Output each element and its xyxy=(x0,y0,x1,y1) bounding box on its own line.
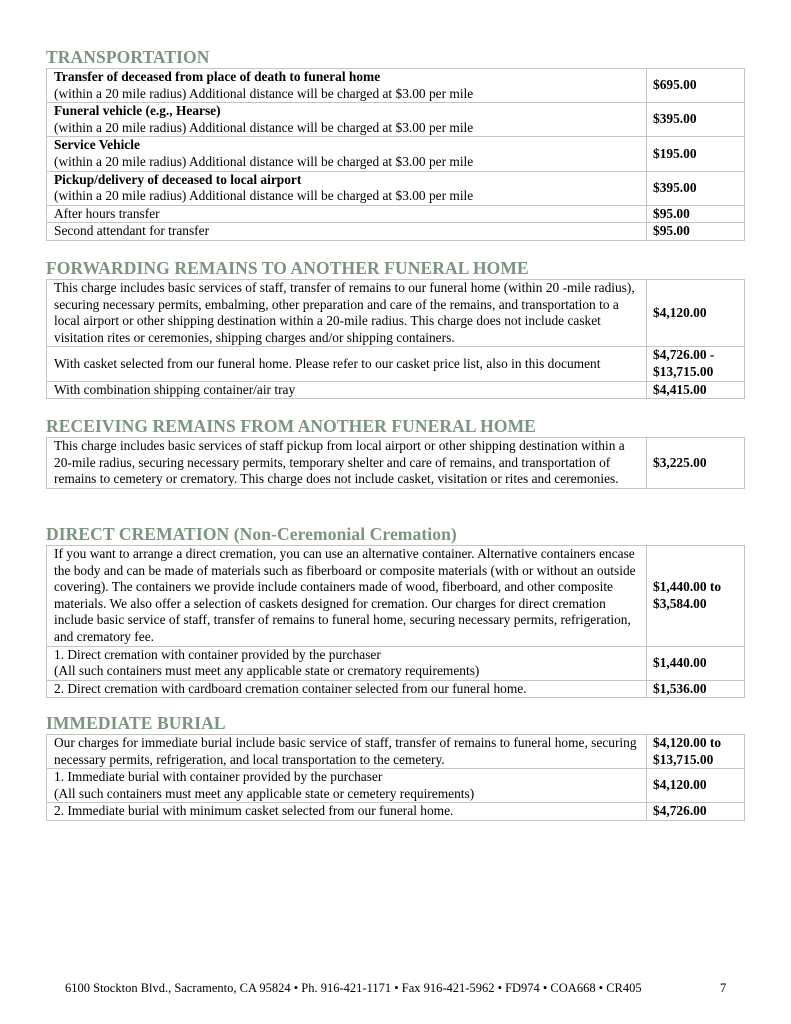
item-price: $4,726.00 xyxy=(647,803,745,821)
table-row xyxy=(47,803,745,821)
item-title: Service Vehicle xyxy=(54,137,140,153)
item-price: $4,120.00 xyxy=(647,769,745,803)
item-price: $4,120.00 xyxy=(647,280,745,347)
price-range-start: $4,726.00 - xyxy=(653,347,715,363)
price-table xyxy=(46,545,745,698)
item-description: With casket selected from our funeral home. Please refer to our casket price list, also in this document xyxy=(47,347,647,381)
item-note: (within a 20 mile radius) Additional distance will be charged at $3.00 per mile xyxy=(54,119,474,135)
item-description: With combination shipping container/air tray xyxy=(47,381,647,399)
item-price: $195.00 xyxy=(647,137,745,171)
item-title: Transfer of deceased from place of death to funeral home xyxy=(54,69,381,84)
page-footer xyxy=(65,981,745,996)
table-row xyxy=(47,680,745,698)
table-row xyxy=(47,205,745,223)
item-description xyxy=(47,137,647,171)
item-title: Funeral vehicle (e.g., Hearse) xyxy=(54,103,221,119)
item-description xyxy=(47,171,647,205)
section-immediate-burial xyxy=(46,713,745,821)
item-description xyxy=(47,646,647,680)
item-description: 2. Direct cremation with cardboard cremation container selected from our funeral home. xyxy=(47,680,647,698)
table-row xyxy=(47,646,745,680)
item-price: $395.00 xyxy=(647,103,745,137)
item-note: (All such containers must meet any applicable state or crematory requirements) xyxy=(54,663,480,679)
item-description xyxy=(47,103,647,137)
item-description: If you want to arrange a direct cremation, you can use an alternative container. Alternative containers encase the body and can be made of materials such as fiberboard or composite materials (with or without an outside covering). The containers we provide include containers made of wood, fiberboard, and other composite materials. We also offer a selection of caskets designed for cremation. Our charges for direct cremation include basic service of staff, transfer of remains to funeral home, securing necessary permits, refrigeration, and crematory fee. xyxy=(47,546,647,647)
item-price xyxy=(647,347,745,381)
table-row xyxy=(47,735,745,769)
price-table xyxy=(46,279,745,399)
table-row xyxy=(47,347,745,381)
table-row xyxy=(47,103,745,137)
price-range-end: $13,715.00 xyxy=(653,751,714,767)
item-description: Our charges for immediate burial include basic service of staff, transfer of remains to funeral home, securing necessary permits, refrigeration, and local transportation to the cemetery. xyxy=(47,735,647,769)
item-description: 2. Immediate burial with minimum casket selected from our funeral home. xyxy=(47,803,647,821)
section-forwarding xyxy=(46,258,745,399)
item-price: $1,440.00 xyxy=(647,646,745,680)
item-description xyxy=(47,69,647,103)
item-price: $95.00 xyxy=(647,205,745,223)
item-price xyxy=(647,735,745,769)
section-title: FORWARDING REMAINS TO ANOTHER FUNERAL HOME xyxy=(46,258,529,278)
price-table xyxy=(46,734,745,821)
item-price: $395.00 xyxy=(647,171,745,205)
page-number: 7 xyxy=(720,981,727,995)
table-row xyxy=(47,546,745,647)
table-row xyxy=(47,223,745,241)
price-range-start: $1,440.00 to xyxy=(653,579,722,595)
section-receiving xyxy=(46,416,745,489)
table-row xyxy=(47,381,745,399)
item-price xyxy=(647,546,745,647)
section-title: DIRECT CREMATION (Non-Ceremonial Cremation) xyxy=(46,524,457,544)
price-table xyxy=(46,437,745,489)
item-note: (All such containers must meet any applicable state or cemetery requirements) xyxy=(54,785,475,801)
section-direct-cremation xyxy=(46,524,745,698)
section-title: TRANSPORTATION xyxy=(46,47,210,67)
table-row xyxy=(47,137,745,171)
item-description: Second attendant for transfer xyxy=(47,223,647,241)
item-description xyxy=(47,769,647,803)
price-range-start: $4,120.00 to xyxy=(653,735,722,750)
item-price: $3,225.00 xyxy=(647,438,745,489)
item-note: (within a 20 mile radius) Additional distance will be charged at $3.00 per mile xyxy=(54,153,474,169)
item-price: $1,536.00 xyxy=(647,680,745,698)
price-table xyxy=(46,68,745,241)
item-price: $4,415.00 xyxy=(647,381,745,399)
section-transportation xyxy=(46,47,745,241)
table-row xyxy=(47,171,745,205)
table-row xyxy=(47,769,745,803)
item-title: Pickup/delivery of deceased to local airport xyxy=(54,171,302,187)
item-description: This charge includes basic services of staff pickup from local airport or other shipping destination within a 20-mile radius, securing necessary permits, temporary shelter and care of remains, and transportation of remains to cemetery or crematory. This charge does not include casket, visitation or rites and ceremonies. xyxy=(47,438,647,489)
footer-address: 6100 Stockton Blvd., Sacramento, CA 95824 • Ph. 916-421-1171 • Fax 916-421-5962 • FD974 • COA668 • CR405 xyxy=(65,981,642,995)
item-price: $95.00 xyxy=(647,223,745,241)
price-range-end: $13,715.00 xyxy=(653,363,714,379)
table-row xyxy=(47,69,745,103)
table-row xyxy=(47,438,745,489)
item-note: (within a 20 mile radius) Additional distance will be charged at $3.00 per mile xyxy=(54,188,474,204)
section-title: IMMEDIATE BURIAL xyxy=(46,713,226,733)
item-price: $695.00 xyxy=(647,69,745,103)
item-description: After hours transfer xyxy=(47,205,647,223)
item-line: 1. Direct cremation with container provided by the purchaser xyxy=(54,646,381,662)
table-row xyxy=(47,280,745,347)
section-title: RECEIVING REMAINS FROM ANOTHER FUNERAL HOME xyxy=(46,416,536,436)
item-line: 1. Immediate burial with container provided by the purchaser xyxy=(54,769,383,785)
item-description: This charge includes basic services of staff, transfer of remains to our funeral home (within 20 -mile radius), securing necessary permits, embalming, other preparation and care of the remains, and transportation to a local airport or other shipping destination within a 20-mile radius. This charge does not include casket visitation rites or ceremonies, shipping charges and/or shipping containers. xyxy=(47,280,647,347)
price-range-end: $3,584.00 xyxy=(653,595,707,611)
item-note: (within a 20 mile radius) Additional distance will be charged at $3.00 per mile xyxy=(54,85,474,101)
